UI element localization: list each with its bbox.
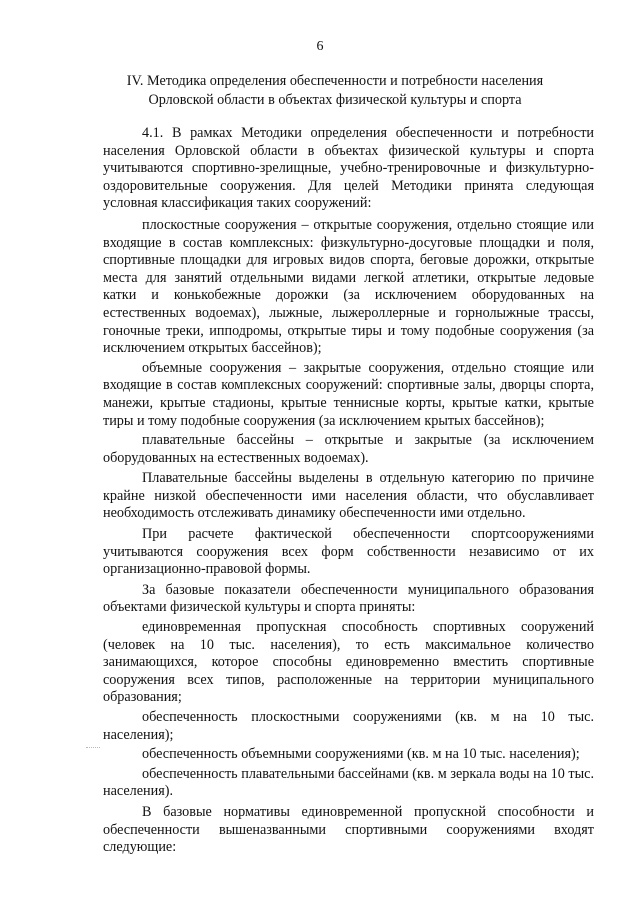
paragraph-planar-provision: обеспеченность плоскостными сооружениями (кв. м на 10 тыс. населения); <box>103 709 594 743</box>
paragraph-swimming-pools: плавательные бассейны – открытые и закрытые (за исключением оборудованных на естественных водоемах). <box>103 432 594 466</box>
paragraph-base-indicators: За базовые показатели обеспеченности муниципального образования объектами физической культуры и спорта приняты: <box>103 581 594 616</box>
paragraph-pools-category: Плавательные бассейны выделены в отдельную категорию по причине крайне низкой обеспеченности ими населения области, что обуславливает необходимость отслеживать динамику обеспеченности ими отдельно. <box>103 470 594 522</box>
paragraph-pool-provision: обеспеченность плавательными бассейнами (кв. м зеркала воды на 10 тыс. населения). <box>103 765 594 800</box>
scan-artifact <box>86 747 100 749</box>
section-heading-line-1: IV. Методика определения обеспеченности и потребности населения <box>126 73 544 89</box>
paragraph-calculation: При расчете фактической обеспеченности спортсооружениями учитываются сооружения всех форм собственности независимо от их организационно-правовой формы. <box>103 526 594 578</box>
paragraph-volumetric-provision: обеспеченность объемными сооружениями (кв. м на 10 тыс. населения); <box>142 746 580 763</box>
paragraph-capacity: единовременная пропускная способность спортивных сооружений (человек на 10 тыс. населения), то есть максимальное количество занимающихся, которое способны единовременно вместить спортивные сооружения всех типов, расположенные на территории муниципального образования; <box>103 619 594 706</box>
paragraph-volumetric-facilities: объемные сооружения – закрытые сооружения, отдельно стоящие или входящие в состав комплексных сооружений: спортивные залы, дворцы спорта, манежи, крытые стадионы, крытые теннисные корты, крытые катки, крытые тиры и тому подобные сооружения (за исключением крытых бассейнов); <box>103 359 594 429</box>
paragraph-planar-facilities: плоскостные сооружения – открытые сооружения, отдельно стоящие или входящие в состав комплексных: физкультурно-досуговые площадки и поля, спортивные площадки для игровых видов спорта, беговые дорожки, открытые места для занятий отдельными видами легкой атлетики, открытые ледовые катки и конькобежные дорожки (за исключением оборудованных на естественных водоемах), лыжные, лыжероллерные и горнолыжные трассы, гоночные треки, ипподромы, открытые тиры и тому подобные сооружения (за исключением открытых бассейнов); <box>103 216 594 357</box>
body-text <box>103 125 594 857</box>
section-heading-line-2: Орловской области в объектах физической культуры и спорта <box>148 92 522 108</box>
paragraph-standards: В базовые нормативы единовременной пропускной способности и обеспеченности вышеназванными спортивными сооружениями входят следующие: <box>103 803 594 856</box>
section-heading <box>80 72 590 110</box>
paragraph-intro: 4.1. В рамках Методики определения обеспеченности и потребности населения Орловской области в объектах физической культуры и спорта учитываются спортивно-зрелищные, учебно-тренировочные и физкультурно-оздоровительные сооружения. Для целей Методики принята следующая условная классификация таких сооружений: <box>103 125 594 212</box>
page-number: 6 <box>316 39 324 54</box>
